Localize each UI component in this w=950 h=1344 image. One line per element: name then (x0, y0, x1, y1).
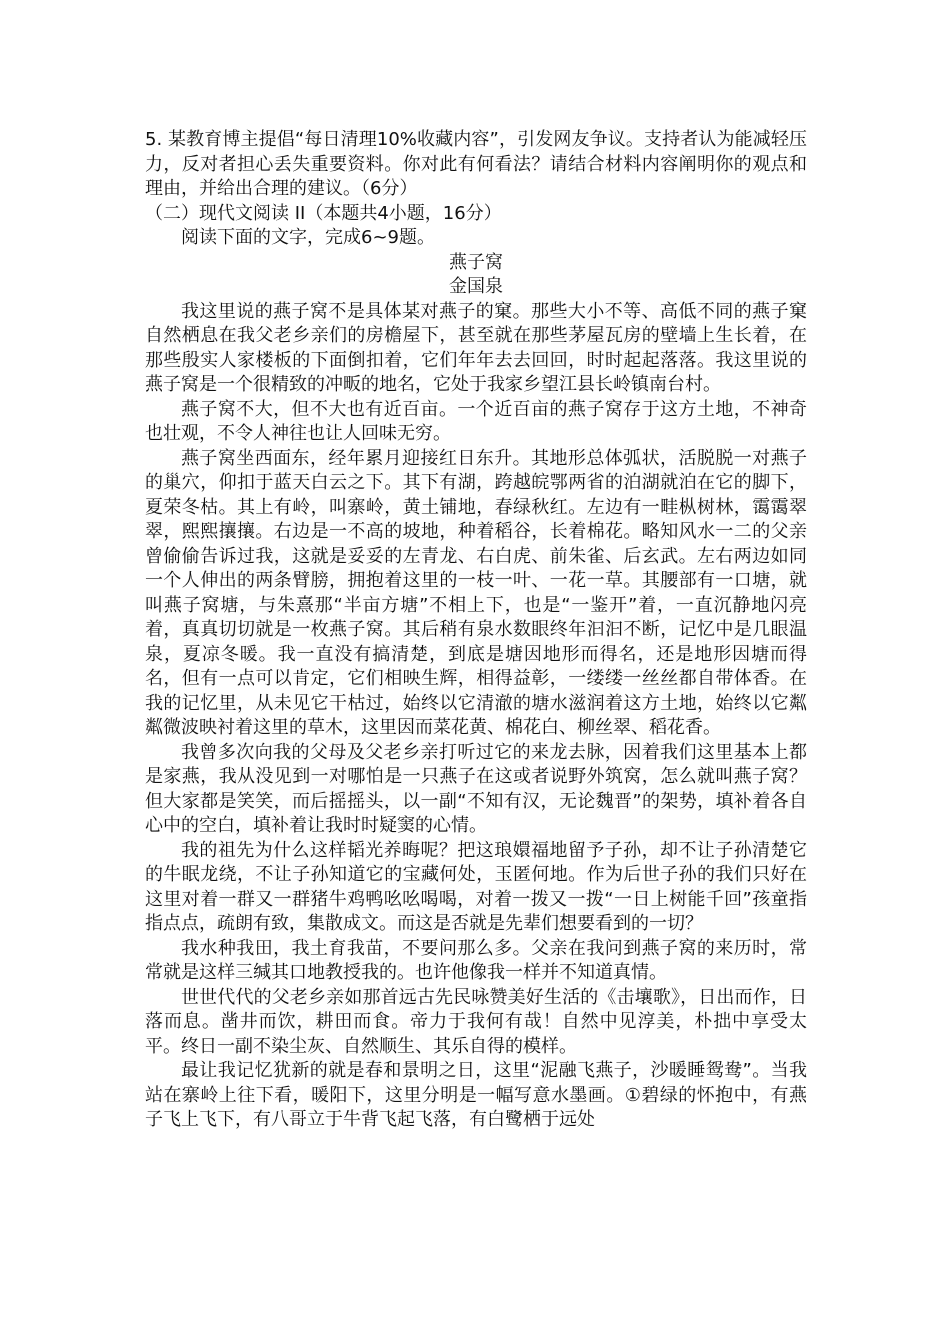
section-heading: （二）现代文阅读 II（本题共4小题，16分） (145, 202, 502, 224)
article-paragraph: 世世代代的父老乡亲如那首远古先民咏赞美好生活的《击壤歌》，日出而作，日落而息。凿井而饮，耕田而食。帝力于我何有哉！自然中见淳美，朴拙中享受太平。终日一副不染尘灰、自然顺生、其乐自得的模样。 (145, 986, 807, 1057)
article-paragraph: 最让我记忆犹新的就是春和景明之日，这里“泥融飞燕子，沙暖睡鸳鸯”。当我站在寨岭上往下看，暖阳下，这里分明是一幅写意水墨画。①碧绿的怀抱中，有燕子飞上飞下，有八哥立于牛背飞起飞落，有白鹭栖于远处 (145, 1060, 807, 1130)
reading-instruction: 阅读下面的文字，完成6~9题。 (181, 227, 435, 248)
article-paragraph: 我这里说的燕子窝不是具体某对燕子的窠。那些大小不等、高低不同的燕子窠自然栖息在我父老乡亲们的房檐屋下，甚至就在那些茅屋瓦房的壁墙上生长着，在那些殷实人家楼板的下面倒扣着，它们年年去去回回，时时起起落落。我这里说的燕子窝是一个很精致的冲畈的地名，它处于我家乡望江县长岭镇南台村。 (145, 300, 807, 395)
article-paragraph: 我的祖先为什么这样韬光养晦呢？把这琅嬛福地留予子孙，却不让子孙清楚它的牛眠龙绕，不让子孙知道它的宝藏何处，玉匿何地。作为后世子孙的我们只好在这里对着一群又一群猪牛鸡鸭吆吆喝喝，对着一拨又一拨“一日上树能千回”孩童指指点点，疏朗有致，集散成文。而这是否就是先辈们想要看到的一切？ (145, 839, 807, 934)
document-page (145, 128, 807, 1133)
article-author: 金国泉 (449, 276, 503, 297)
article-paragraph: 我水种我田，我土育我苗，不要问那么多。父亲在我问到燕子窝的来历时，常常就是这样三缄其口地教授我的。也许他像我一样并不知道真情。 (145, 937, 807, 983)
question-5: 5. 某教育博主提倡“每日清理10%收藏内容”，引发网友争议。支持者认为能减轻压力，反对者担心丢失重要资料。你对此有何看法？请结合材料内容阐明你的观点和理由，并给出合理的建议。（6分） (145, 129, 807, 199)
article-paragraph: 燕子窝不大，但不大也有近百亩。一个近百亩的燕子窝存于这方土地，不神奇也壮观，不令人神往也让人回味无穷。 (145, 398, 807, 444)
article-title: 燕子窝 (449, 251, 503, 273)
article-paragraph: 我曾多次向我的父母及父老乡亲打听过它的来龙去脉，因着我们这里基本上都是家燕，我从没见到一对哪怕是一只燕子在这或者说野外筑窝，怎么就叫燕子窝？但大家都是笑笑，而后摇摇头，以一副“不知有汉，无论魏晋”的架势，填补着各自心中的空白，填补着让我时时疑窦的心情。 (145, 741, 807, 836)
article-paragraph: 燕子窝坐西面东，经年累月迎接红日东升。其地形总体弧状，活脱脱一对燕子的巢穴，仰扣于蓝天白云之下。其下有湖，跨越皖鄂两省的泊湖就泊在它的脚下，夏荣冬枯。其上有岭，叫寨岭，黄土铺地，春绿秋红。左边有一畦枞树林，霭霭翠翠，熙熙攘攘。右边是一不高的坡地，种着稻谷，长着棉花。略知风水一二的父亲曾偷偷告诉过我，这就是妥妥的左青龙、右白虎、前朱雀、后玄武。左右两边如同一个人伸出的两条臂膀，拥抱着这里的一枝一叶、一花一草。其腰部有一口塘，就叫燕子窝塘，与朱熹那“半亩方塘”不相上下，也是“一鉴开”着，一直沉静地闪亮着，真真切切就是一枚燕子窝。其后稍有泉水数眼终年汩汩不断，记忆中是几眼温泉，夏凉冬暖。我一直没有搞清楚，到底是塘因地形而得名，还是地形因塘而得名，但有一点可以肯定，它们相映生辉，相得益彰，一缕缕一丝丝都自带体香。在我的记忆里，从未见它干枯过，始终以它清澈的塘水滋润着这方土地，始终以它粼粼微波映衬着这里的草木，这里因而菜花黄、棉花白、柳丝翠、稻花香。 (145, 447, 807, 738)
